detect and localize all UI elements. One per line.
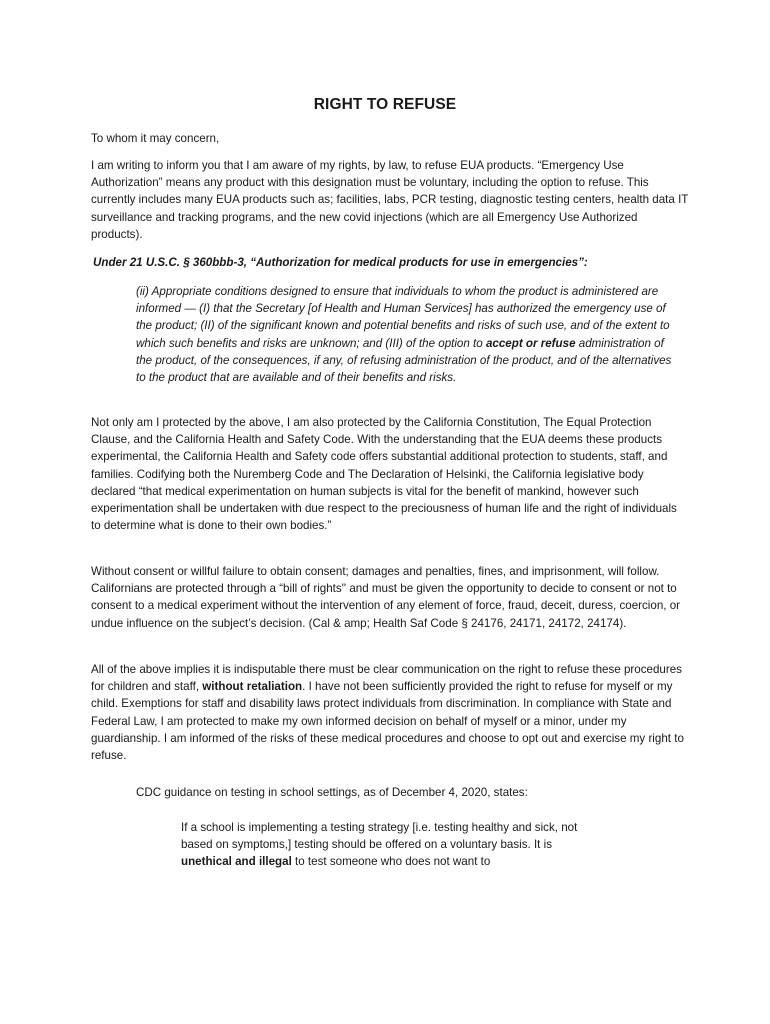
statute-quote-text-2: administration of the product, of the consequences, if any, of refusing administration of the product, and of the alternatives to the product that are available and of their benefits and risks. (136, 336, 672, 385)
statute-quote (136, 283, 681, 386)
paragraph-california-protections: Not only am I protected by the above, I am also protected by the California Constitution, The Equal Protection Clause, and the California Health and Safety Code. With the understanding that the EUA deems these products experimental, the California Health and Safety code offers substantial additional protection to students, staff, and families. Codifying both the Nuremberg Code and The Declaration of Helsinki, the California legislative body declared “that medical experimentation on human subjects is vital for the benefit of mankind, however such experimentation shall be undertaken with due respect to the preciousness of human life and the right of individuals to determine what is done to their own bodies.” (91, 416, 677, 533)
cdc-intro: CDC guidance on testing in school settings, as of December 4, 2020, states: (136, 786, 528, 799)
paragraph4-text-2: . I have not been sufficiently provided the right to refuse for myself or my child. Exemptions for staff and disability laws protect individuals from discrimination. In compliance with State and Federal Law, I am protected to make my own informed decision on behalf of myself or a minor, under my guardianship. I am informed of the risks of these medical procedures and choose to opt out and exercise my right to refuse. (91, 680, 684, 763)
statute-quote-emphasis: accept or refuse (485, 336, 576, 350)
page-title: RIGHT TO REFUSE (313, 96, 457, 113)
statute-quote-text-1: (ii) Appropriate conditions designed to ensure that individuals to whom the product is administered are informed — (I) that the Secretary [of Health and Human Services] has authorized the emergency use of the product; (II) of the significant known and potential benefits and risks of such use, and of the extent to which such benefits and risks are unknown; and (III) of the option to (136, 285, 670, 350)
greeting: To whom it may concern, (91, 132, 220, 145)
cdc-quote-text-1: If a school is implementing a testing strategy [i.e. testing healthy and sick, not based on symptoms,] testing should be offered on a voluntary basis. It is (181, 821, 578, 852)
paragraph4-text-1: All of the above implies it is indisputable there must be clear communication on the right to refuse these procedures for children and staff, (91, 663, 682, 694)
paragraph-consent: Without consent or willful failure to obtain consent; damages and penalties, fines, and imprisonment, will follow. Californians are protected through a “bill of rights'' and must be given the opportunity to decide to consent or not to consent to a medical experiment without the intervention of any element of force, fraud, deceit, duress, coercion, or undue influence on the subject’s decision. (Cal & amp; Health Saf Code § 24176, 24171, 24172, 24174). (91, 565, 681, 630)
cdc-quote (181, 819, 591, 871)
cdc-quote-emphasis: unethical and illegal (181, 855, 292, 869)
statute-heading: Under 21 U.S.C. § 360bbb-3, “Authorization for medical products for use in emergencies”: (93, 256, 588, 269)
paragraph-eua-intro: I am writing to inform you that I am aware of my rights, by law, to refuse EUA products. “Emergency Use Authorization” means any product with this designation must be voluntary, including the option to refuse. This currently includes many EUA products such as; facilities, labs, PCR testing, diagnostic testing centers, health data IT surveillance and tracking programs, and the new covid injections (which are all Emergency Use Authorized products). (91, 159, 689, 241)
paragraph-right-to-refuse (91, 661, 689, 764)
paragraph4-emphasis: without retaliation (202, 680, 303, 694)
cdc-quote-text-2: to test someone who does not want to (291, 855, 491, 869)
